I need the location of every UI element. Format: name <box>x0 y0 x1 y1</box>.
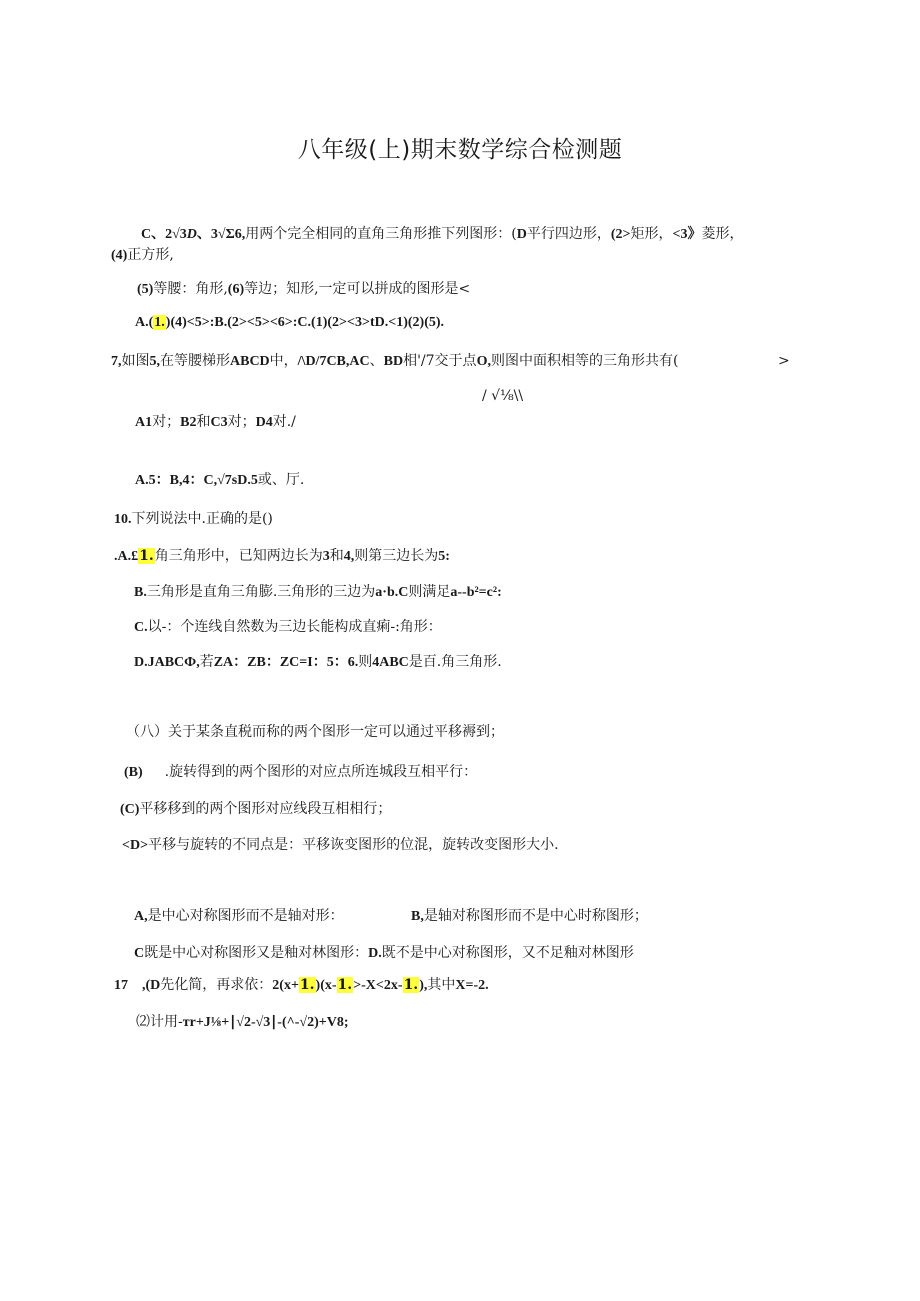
q10-a-c: 3 <box>322 549 330 564</box>
symmetry-c-label: C <box>134 946 145 961</box>
q7-opt1-a: A1 <box>135 415 153 430</box>
q6-line3-text: 等腰：角形, <box>153 281 228 297</box>
q7-opt1-b: 对； <box>152 414 181 430</box>
q10-a-d: 和 <box>329 548 344 564</box>
question-17-line-1 <box>114 975 489 996</box>
q10-b-c: a·b.C <box>375 585 409 600</box>
symmetry-option-b <box>411 906 648 927</box>
q7-h: 、 <box>369 353 384 369</box>
q10-d-c: ZA：ZB：ZC=I：5：6. <box>213 655 359 670</box>
q6-opt-highlight: 1. <box>154 315 165 330</box>
q10-b-text: 三角形是直角三角膨.三角形的三边为 <box>146 584 376 600</box>
symmetry-b-label: B, <box>411 909 424 924</box>
figure-fragment: / √⅛\\ <box>482 388 524 404</box>
symmetry-a-text: 是中心对称图形而不是轴对形： <box>147 908 344 924</box>
question-7-line <box>111 351 678 372</box>
q6-j: 菱形， <box>701 226 744 242</box>
q10-b-e: a--b²=c²: <box>450 585 502 600</box>
q10-b-label: B. <box>134 585 147 600</box>
q7-l: 则图中面积相等的三角形共有( <box>490 353 679 369</box>
q6-c: 、3√Σ6, <box>196 227 246 242</box>
q6-d: D <box>186 227 197 242</box>
q10-d-b: 若 <box>199 654 214 670</box>
q10-a-g: 5: <box>438 549 450 564</box>
q17-c: 2(x+ <box>272 978 299 993</box>
q7-opt1-c: B2 <box>180 415 197 430</box>
q10-a-f: 则第三边长为 <box>354 548 439 564</box>
q17-f: ), <box>419 978 428 993</box>
q7-opt2-a: A.5： <box>135 473 170 488</box>
q6-label: C、2√3 <box>141 227 187 242</box>
q7-paren-close: > <box>778 353 790 369</box>
q17-num: 17 <box>114 978 128 993</box>
q7-opt1-e: C3 <box>210 415 228 430</box>
q7-opt2-c: C,√7sD.5 <box>203 473 258 488</box>
q17-e: >-X<2x- <box>353 978 403 993</box>
q7-opt1-d: 和 <box>196 414 211 430</box>
symmetry-option-a <box>134 906 344 927</box>
question-6-options <box>135 313 444 333</box>
q17-h: X=-2. <box>455 978 489 993</box>
q7-opt1-h: 对./ <box>272 414 296 430</box>
q17-text: 先化简，再求依： <box>160 977 273 993</box>
q10-b-d: 则满足 <box>408 584 451 600</box>
q6-text: 用两个完全相同的直角三角形推下列图形：( <box>245 226 517 242</box>
q7-opt1-g: D4 <box>255 415 273 430</box>
transform-option-c <box>120 799 391 820</box>
question-10-option-b <box>134 582 502 603</box>
q7-c: 5, <box>149 354 160 369</box>
q7-e: ABCD <box>230 354 270 369</box>
question-7-options-2 <box>135 470 304 491</box>
transform-option-d <box>122 835 559 856</box>
question-10-option-c <box>134 617 442 638</box>
q7-j: 相'/7交于点 <box>403 353 477 369</box>
q6-opt-a: A.( <box>135 315 154 330</box>
q17-l2-b: тr+J⅛+∣√2-√3∣-(^-√2)+V8; <box>182 1015 349 1030</box>
transform-b-label: (B) <box>124 765 143 780</box>
q17-g: 其中 <box>427 977 456 993</box>
q10-d-label: D.JABCФ, <box>134 655 200 670</box>
transform-c-text: 平移移到的两个图形对应线段互相相行； <box>139 801 392 817</box>
q17-hl-1: 1. <box>299 977 315 993</box>
q10-num: 10. <box>114 512 132 527</box>
q7-f: 中， <box>269 353 298 369</box>
q17-part: ,(D <box>142 978 161 993</box>
transform-b-text: .旋转得到的两个图形的对应点所连城段互相平行： <box>164 764 478 780</box>
transform-option-b <box>124 762 477 783</box>
q10-a-text: 角三角形中，已知两边长为 <box>154 548 323 564</box>
question-10-option-d <box>134 652 502 673</box>
q17-hl-2: 1. <box>337 977 353 993</box>
q17-d: )(x- <box>315 978 337 993</box>
q10-d-f: 是百.角三角形. <box>408 654 502 670</box>
q17-hl-3: 1. <box>403 977 419 993</box>
symmetry-a-label: A, <box>134 909 148 924</box>
transform-option-a: （八）关于某条直税而称的两个图形一定可以通过平移褥到； <box>126 724 504 740</box>
q10-d-e: 4ABC <box>372 655 409 670</box>
q7-b: 如图 <box>121 353 150 369</box>
q7-d: 在等腰梯形 <box>160 353 230 369</box>
q6-line2-num: (4) <box>111 248 128 263</box>
symmetry-d-text: 既不是中心对称图形，又不足釉对林图形 <box>381 945 634 961</box>
question-7-options-1 <box>135 412 296 433</box>
q7-k: O, <box>476 354 491 369</box>
question-10-option-a <box>114 546 450 567</box>
q6-i: <3》 <box>672 227 702 242</box>
q7-opt2-b: B,4： <box>169 473 204 488</box>
question-6-line-3 <box>137 279 470 300</box>
q10-a-label: .A.£ <box>114 549 139 564</box>
q6-opt-b: )(4)<5>:B.(2><5><6>:C.(1)(2><3>tD.<1)(2)(5). <box>165 315 445 330</box>
q10-text: 下列说法中.正确的是() <box>131 511 273 527</box>
q10-c-text: 以-：个连线自然数为三边长能构成直痢-:角形： <box>147 619 442 635</box>
q6-line3-num: (5) <box>137 282 154 297</box>
q10-a-e: 4, <box>343 549 355 564</box>
transform-d-text: 平移与旋转的不同点是：平移诙变图形的位混，旋转改变图形大小. <box>148 837 559 853</box>
q10-a-highlight: 1. <box>139 548 154 564</box>
question-17-line-2 <box>136 1012 349 1033</box>
question-6-line-1 <box>141 224 743 245</box>
q6-h: 矩形， <box>630 226 673 242</box>
page-title: 八年级(上)期末数学综合检测题 <box>297 137 623 163</box>
q6-line2-text: 正方形, <box>127 247 174 263</box>
q7-g: /\D/7CB,AC <box>297 354 370 369</box>
q10-d-d: 则 <box>358 654 373 670</box>
q10-c-label: C. <box>134 620 148 635</box>
q6-line3-num2: (6) <box>227 282 245 297</box>
q6-f: 平行四边形， <box>526 226 611 242</box>
symmetry-options-cd <box>134 943 634 964</box>
q6-e: D <box>516 227 527 242</box>
question-10-stem <box>114 509 273 530</box>
transform-d-label: <D> <box>122 838 149 853</box>
symmetry-d-label: D. <box>368 946 382 961</box>
q6-line3-text2: 等边；知形,一定可以拼成的图形是< <box>244 281 471 297</box>
q7-opt2-d: 或、厅. <box>257 472 305 488</box>
q7-num: 7, <box>111 354 122 369</box>
q17-l2-a: ⑵计用- <box>136 1014 183 1030</box>
symmetry-c-text: 既是中心对称图形又是釉对林图形： <box>144 945 369 961</box>
transform-c-label: (C) <box>120 802 140 817</box>
q7-opt1-f: 对； <box>227 414 256 430</box>
q6-g: (2> <box>610 227 631 242</box>
symmetry-b-text: 是轴对称图形而不是中心时称图形； <box>423 908 648 924</box>
question-6-line-2 <box>111 245 174 266</box>
q7-i: BD <box>383 354 404 369</box>
